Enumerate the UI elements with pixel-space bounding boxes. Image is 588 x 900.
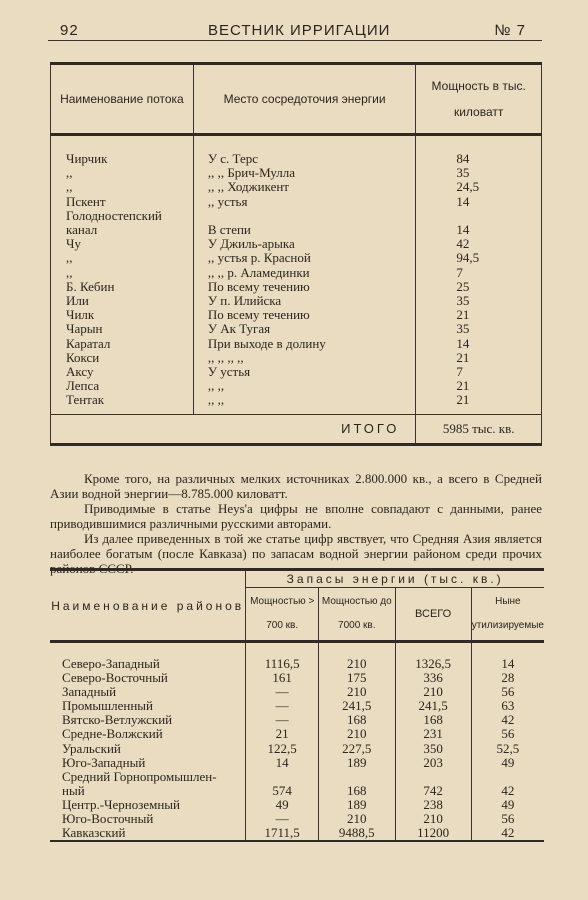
table1-row bbox=[51, 280, 542, 294]
paragraph-2 bbox=[50, 501, 542, 531]
energy-location: У п. Илийска bbox=[193, 294, 416, 308]
energy-location: ,, ,, Брич-Мулла bbox=[193, 166, 416, 180]
power-value: 21 bbox=[416, 379, 542, 393]
energy-location: ,, ,, Ходжикент bbox=[193, 180, 416, 194]
power-over-700: 14 bbox=[246, 756, 319, 770]
table2-row bbox=[50, 657, 544, 671]
power-value: 7 bbox=[416, 365, 542, 379]
energy-location: У Ак Тугая bbox=[193, 322, 416, 336]
paragraph-1-text: Кроме того, на различных мелких источниках 2.800.000 кв., а всего в Средней Азии водной энергии—8.785.000 киловатт. bbox=[50, 471, 542, 501]
stream-name: канал bbox=[51, 223, 194, 237]
utilized-value: 52,5 bbox=[471, 742, 544, 756]
utilized-value: 56 bbox=[471, 727, 544, 741]
stream-name: Аксу bbox=[51, 365, 194, 379]
total-value: 168 bbox=[395, 713, 471, 727]
table2-row bbox=[50, 685, 544, 699]
table1-row bbox=[51, 337, 542, 351]
power-value: 21 bbox=[416, 308, 542, 322]
utilized-value: 42 bbox=[471, 784, 544, 798]
table2-row bbox=[50, 699, 544, 713]
table1-row bbox=[51, 351, 542, 365]
stream-name: ,, bbox=[51, 251, 194, 265]
stream-name: Чилк bbox=[51, 308, 194, 322]
table1-row bbox=[51, 294, 542, 308]
table1-row bbox=[51, 266, 542, 280]
energy-location: По всему течению bbox=[193, 280, 416, 294]
page-number: 92 bbox=[60, 22, 79, 39]
table1-body bbox=[51, 135, 542, 408]
energy-location: ,, устья bbox=[193, 195, 416, 209]
energy-location: По всему течению bbox=[193, 308, 416, 322]
total-label: ИТОГО bbox=[51, 414, 416, 444]
power-under-7000: 189 bbox=[319, 798, 396, 812]
col-stream-name bbox=[51, 64, 194, 135]
stream-name: Чирчик bbox=[51, 152, 194, 166]
energy-location: В степи bbox=[193, 223, 416, 237]
power-under-7000 bbox=[319, 770, 396, 784]
region-name: Промышленный bbox=[62, 698, 153, 714]
col-region-name-label: Наименование районов bbox=[51, 598, 245, 613]
power-under-7000: 175 bbox=[319, 671, 396, 685]
utilized-value: 49 bbox=[471, 798, 544, 812]
power-over-700: — bbox=[246, 685, 319, 699]
table2-row bbox=[50, 770, 544, 784]
power-value: 35 bbox=[416, 166, 542, 180]
power-under-7000: 241,5 bbox=[319, 699, 396, 713]
power-value: 25 bbox=[416, 280, 542, 294]
power-over-700: — bbox=[246, 713, 319, 727]
utilized-value: 28 bbox=[471, 671, 544, 685]
region-name: Северо-Западный bbox=[62, 656, 160, 671]
table2-body bbox=[50, 642, 544, 842]
table1-row bbox=[51, 180, 542, 194]
table1-row bbox=[51, 365, 542, 379]
power-over-700 bbox=[246, 770, 319, 784]
stream-name: Тентак bbox=[51, 393, 194, 407]
table1-total-row bbox=[51, 414, 542, 444]
energy-sources-table bbox=[50, 62, 542, 446]
power-value: 7 bbox=[416, 266, 542, 280]
col-total: ВСЕГО bbox=[395, 588, 471, 642]
stream-name: Чу bbox=[51, 237, 194, 251]
paragraph-2-text: Приводимые в статье Heys'a цифры не вполне совпадают с данными, ранее приводившимися различными русскими авторами. bbox=[50, 501, 542, 531]
stream-name: Голодностепский bbox=[51, 209, 194, 223]
region-name: ный bbox=[62, 782, 85, 798]
total-value: 350 bbox=[395, 742, 471, 756]
col-energy-location-label: Место сосредоточия энергии bbox=[223, 92, 386, 106]
power-value: 21 bbox=[416, 393, 542, 407]
utilized-value bbox=[471, 770, 544, 784]
region-name: Кавказский bbox=[50, 826, 246, 841]
power-over-700: — bbox=[246, 812, 319, 826]
energy-location: У Джиль-арыка bbox=[193, 237, 416, 251]
energy-location: У с. Терс bbox=[193, 152, 416, 166]
table1-row bbox=[51, 322, 542, 336]
table2-row bbox=[50, 671, 544, 685]
table1-row bbox=[51, 379, 542, 393]
power-value: 35 bbox=[416, 294, 542, 308]
paragraph-3-text: Из далее приведенных в той же статье цифр явствует, что Средняя Азия является наиболее богатым (после Кавказа) по запасам водной энергии районом среди прочих районов СССР. bbox=[50, 531, 542, 576]
power-under-7000: 227,5 bbox=[319, 742, 396, 756]
power-value: 14 bbox=[416, 337, 542, 351]
power-under-7000: 9488,5 bbox=[319, 826, 396, 841]
table1-row bbox=[51, 237, 542, 251]
power-value: 94,5 bbox=[416, 251, 542, 265]
table1-row bbox=[51, 152, 542, 166]
power-under-7000: 210 bbox=[319, 657, 396, 671]
total-value: 241,5 bbox=[395, 699, 471, 713]
energy-location: ,, ,, р. Аламединки bbox=[193, 266, 416, 280]
stream-name: ,, bbox=[51, 180, 194, 194]
energy-location: ,, ,, ,, ,, bbox=[193, 351, 416, 365]
stream-name: Б. Кебин bbox=[51, 280, 194, 294]
journal-title: ВЕСТНИК ИРРИГАЦИИ bbox=[208, 22, 391, 39]
energy-reserves-header bbox=[246, 570, 544, 588]
power-over-700: 574 bbox=[246, 784, 319, 798]
total-value bbox=[395, 770, 471, 784]
total-value: 210 bbox=[395, 812, 471, 826]
power-value: 35 bbox=[416, 322, 542, 336]
energy-reserves-label: Запасы энергии (тыс. кв.) bbox=[286, 572, 504, 586]
power-over-700: 1116,5 bbox=[246, 657, 319, 671]
col-power-under-7000: Мощностью до 7000 кв. bbox=[319, 588, 396, 642]
region-name: Средний Горнопромышлен- bbox=[62, 768, 217, 784]
table1-row bbox=[51, 195, 542, 209]
power-value: 14 bbox=[416, 223, 542, 237]
energy-location: У устья bbox=[193, 365, 416, 379]
table2-row bbox=[50, 756, 544, 770]
total-value: 231 bbox=[395, 727, 471, 741]
region-name: Центр.-Черноземный bbox=[62, 796, 180, 812]
energy-location: При выходе в долину bbox=[193, 337, 416, 351]
total-value: 203 bbox=[395, 756, 471, 770]
region-name: Вятско-Ветлужский bbox=[62, 712, 173, 728]
region-name: Юго-Западный bbox=[62, 754, 146, 770]
utilized-value: 42 bbox=[471, 826, 544, 841]
energy-location: ,, устья р. Красной bbox=[193, 251, 416, 265]
col-power-over-700: Мощностью > 700 кв. bbox=[246, 588, 319, 642]
power-over-700: 122,5 bbox=[246, 742, 319, 756]
table2-row bbox=[50, 826, 544, 841]
stream-name: Пскент bbox=[51, 195, 194, 209]
energy-location: ,, ,, bbox=[193, 393, 416, 407]
page-header bbox=[48, 20, 542, 42]
table1-row bbox=[51, 166, 542, 180]
power-over-700: 49 bbox=[246, 798, 319, 812]
header-rule bbox=[48, 40, 542, 41]
regional-energy-table bbox=[50, 568, 544, 842]
col-region-name bbox=[50, 570, 246, 642]
power-over-700: — bbox=[246, 699, 319, 713]
table1-row bbox=[51, 209, 542, 223]
power-value: 24,5 bbox=[416, 180, 542, 194]
utilized-value: 56 bbox=[471, 685, 544, 699]
total-value: 1326,5 bbox=[395, 657, 471, 671]
issue-number: № 7 bbox=[494, 22, 526, 39]
utilized-value: 14 bbox=[471, 657, 544, 671]
col-stream-name-label: Наименование потока bbox=[60, 92, 184, 106]
table2-row bbox=[50, 812, 544, 826]
table2-row bbox=[50, 727, 544, 741]
stream-name: Кокси bbox=[51, 351, 194, 365]
power-value: 42 bbox=[416, 237, 542, 251]
power-value: 84 bbox=[416, 152, 542, 166]
stream-name: Каратал bbox=[51, 337, 194, 351]
utilized-value: 42 bbox=[471, 713, 544, 727]
stream-name: ,, bbox=[51, 166, 194, 180]
power-under-7000: 210 bbox=[319, 812, 396, 826]
energy-location: ,, ,, bbox=[193, 379, 416, 393]
col-power-label: Мощность в тыс. киловатт bbox=[431, 79, 526, 119]
utilized-value: 56 bbox=[471, 812, 544, 826]
total-value: 5985 тыс. кв. bbox=[416, 414, 542, 444]
table1-row bbox=[51, 251, 542, 265]
power-under-7000: 189 bbox=[319, 756, 396, 770]
stream-name: Или bbox=[51, 294, 194, 308]
power-over-700: 21 bbox=[246, 727, 319, 741]
total-value: 11200 bbox=[395, 826, 471, 841]
stream-name: ,, bbox=[51, 266, 194, 280]
region-name: Средне-Волжский bbox=[62, 726, 163, 742]
power-value: 21 bbox=[416, 351, 542, 365]
col-power bbox=[416, 64, 542, 135]
utilized-value: 49 bbox=[471, 756, 544, 770]
col-energy-location bbox=[193, 64, 416, 135]
energy-location bbox=[193, 209, 416, 223]
table2-row bbox=[50, 798, 544, 812]
power-value bbox=[416, 209, 542, 223]
power-under-7000: 210 bbox=[319, 727, 396, 741]
utilized-value: 63 bbox=[471, 699, 544, 713]
total-value: 210 bbox=[395, 685, 471, 699]
power-under-7000: 168 bbox=[319, 784, 396, 798]
col-utilized: Ныне утилизируемые bbox=[471, 588, 544, 642]
table1-row bbox=[51, 393, 542, 407]
table2-row bbox=[50, 742, 544, 756]
region-name: Уральский bbox=[62, 740, 121, 756]
table2-row bbox=[50, 713, 544, 727]
power-over-700: 161 bbox=[246, 671, 319, 685]
power-under-7000: 210 bbox=[319, 685, 396, 699]
stream-name: Лепса bbox=[51, 379, 194, 393]
table2-row bbox=[50, 784, 544, 798]
region-name: Западный bbox=[62, 684, 117, 700]
total-value: 238 bbox=[395, 798, 471, 812]
table1-row bbox=[51, 223, 542, 237]
total-value: 742 bbox=[395, 784, 471, 798]
power-under-7000: 168 bbox=[319, 713, 396, 727]
paragraph-1 bbox=[50, 471, 542, 501]
power-value: 14 bbox=[416, 195, 542, 209]
power-over-700: 1711,5 bbox=[246, 826, 319, 841]
region-name: Северо-Восточный bbox=[62, 670, 168, 686]
total-value: 336 bbox=[395, 671, 471, 685]
table1-row bbox=[51, 308, 542, 322]
region-name: Юго-Восточный bbox=[62, 811, 154, 827]
stream-name: Чарын bbox=[51, 322, 194, 336]
